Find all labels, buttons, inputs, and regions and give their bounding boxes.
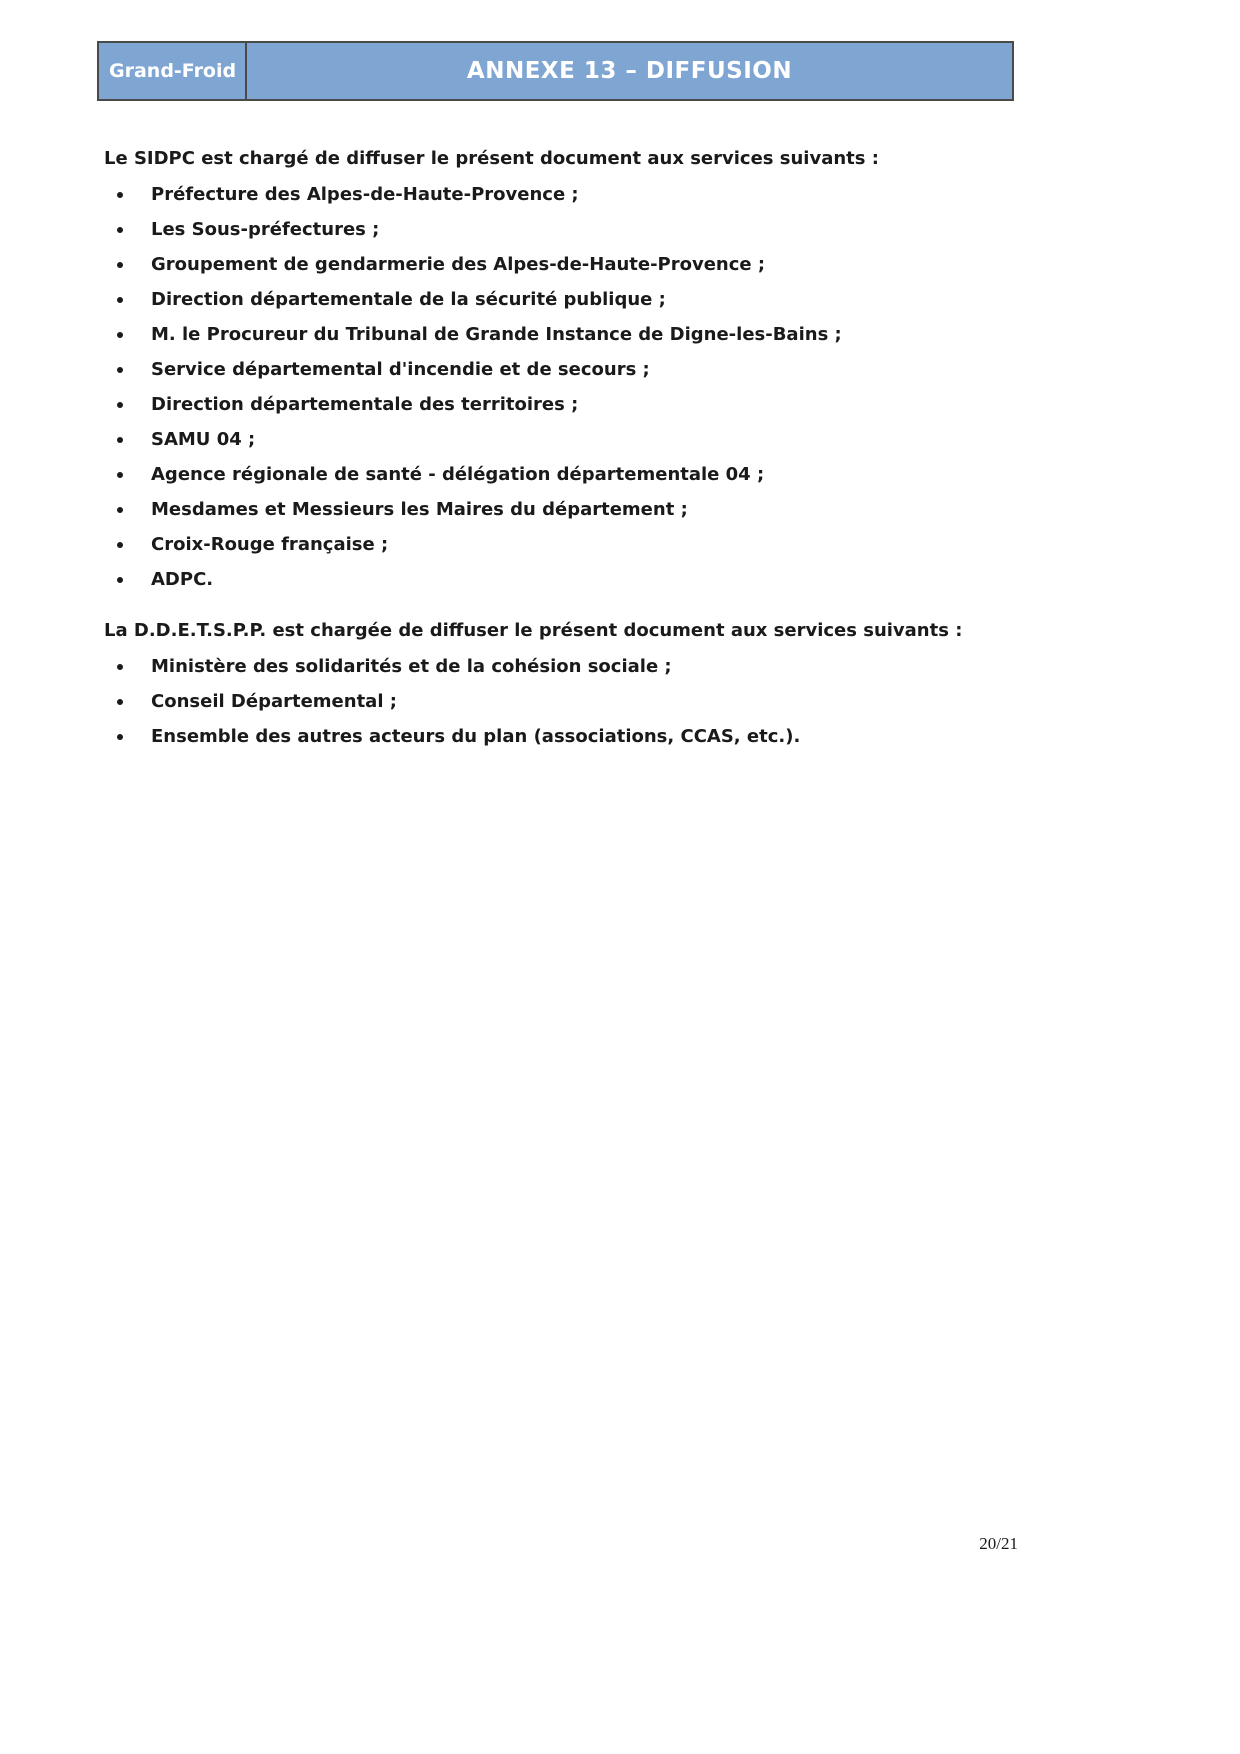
- list-item: Agence régionale de santé - délégation départementale 04 ;: [104, 457, 842, 492]
- bullet-icon: [117, 507, 123, 513]
- bullet-icon: [117, 437, 123, 443]
- list-item: Ensemble des autres acteurs du plan (associations, CCAS, etc.).: [104, 719, 800, 754]
- bullet-icon: [117, 664, 123, 670]
- bullet-icon: [117, 734, 123, 740]
- page-title: ANNEXE 13 – DIFFUSION: [466, 58, 793, 84]
- bullet-icon: [117, 297, 123, 303]
- header-banner: [97, 41, 1014, 101]
- bullet-icon: [117, 577, 123, 583]
- list-item: Service départemental d'incendie et de secours ;: [104, 352, 842, 387]
- bullet-icon: [117, 262, 123, 268]
- bullet-icon: [117, 192, 123, 198]
- section1-intro: Le SIDPC est chargé de diffuser le présent document aux services suivants :: [104, 148, 879, 169]
- bullet-icon: [117, 542, 123, 548]
- list-item: Ministère des solidarités et de la cohésion sociale ;: [104, 649, 800, 684]
- list-item: Mesdames et Messieurs les Maires du département ;: [104, 492, 842, 527]
- page-number: 20/21: [979, 1534, 1018, 1553]
- bullet-icon: [117, 332, 123, 338]
- list-item: Direction départementale de la sécurité publique ;: [104, 282, 842, 317]
- bullet-icon: [117, 699, 123, 705]
- section2-intro: La D.D.E.T.S.P.P. est chargée de diffuser le présent document aux services suivants :: [104, 620, 963, 641]
- list-item: ADPC.: [104, 562, 842, 597]
- list-item: Groupement de gendarmerie des Alpes-de-Haute-Provence ;: [104, 247, 842, 282]
- list-item: M. le Procureur du Tribunal de Grande Instance de Digne-les-Bains ;: [104, 317, 842, 352]
- list-item: SAMU 04 ;: [104, 422, 842, 457]
- bullet-icon: [117, 472, 123, 478]
- section1-list: [104, 177, 842, 597]
- list-item: Préfecture des Alpes-de-Haute-Provence ;: [104, 177, 842, 212]
- header-plan-name: Grand-Froid: [99, 43, 247, 99]
- list-item: Direction départementale des territoires ;: [104, 387, 842, 422]
- list-item: Croix-Rouge française ;: [104, 527, 842, 562]
- list-item: Les Sous-préfectures ;: [104, 212, 842, 247]
- list-item: Conseil Départemental ;: [104, 684, 800, 719]
- bullet-icon: [117, 402, 123, 408]
- section2-list: [104, 649, 800, 754]
- bullet-icon: [117, 367, 123, 373]
- bullet-icon: [117, 227, 123, 233]
